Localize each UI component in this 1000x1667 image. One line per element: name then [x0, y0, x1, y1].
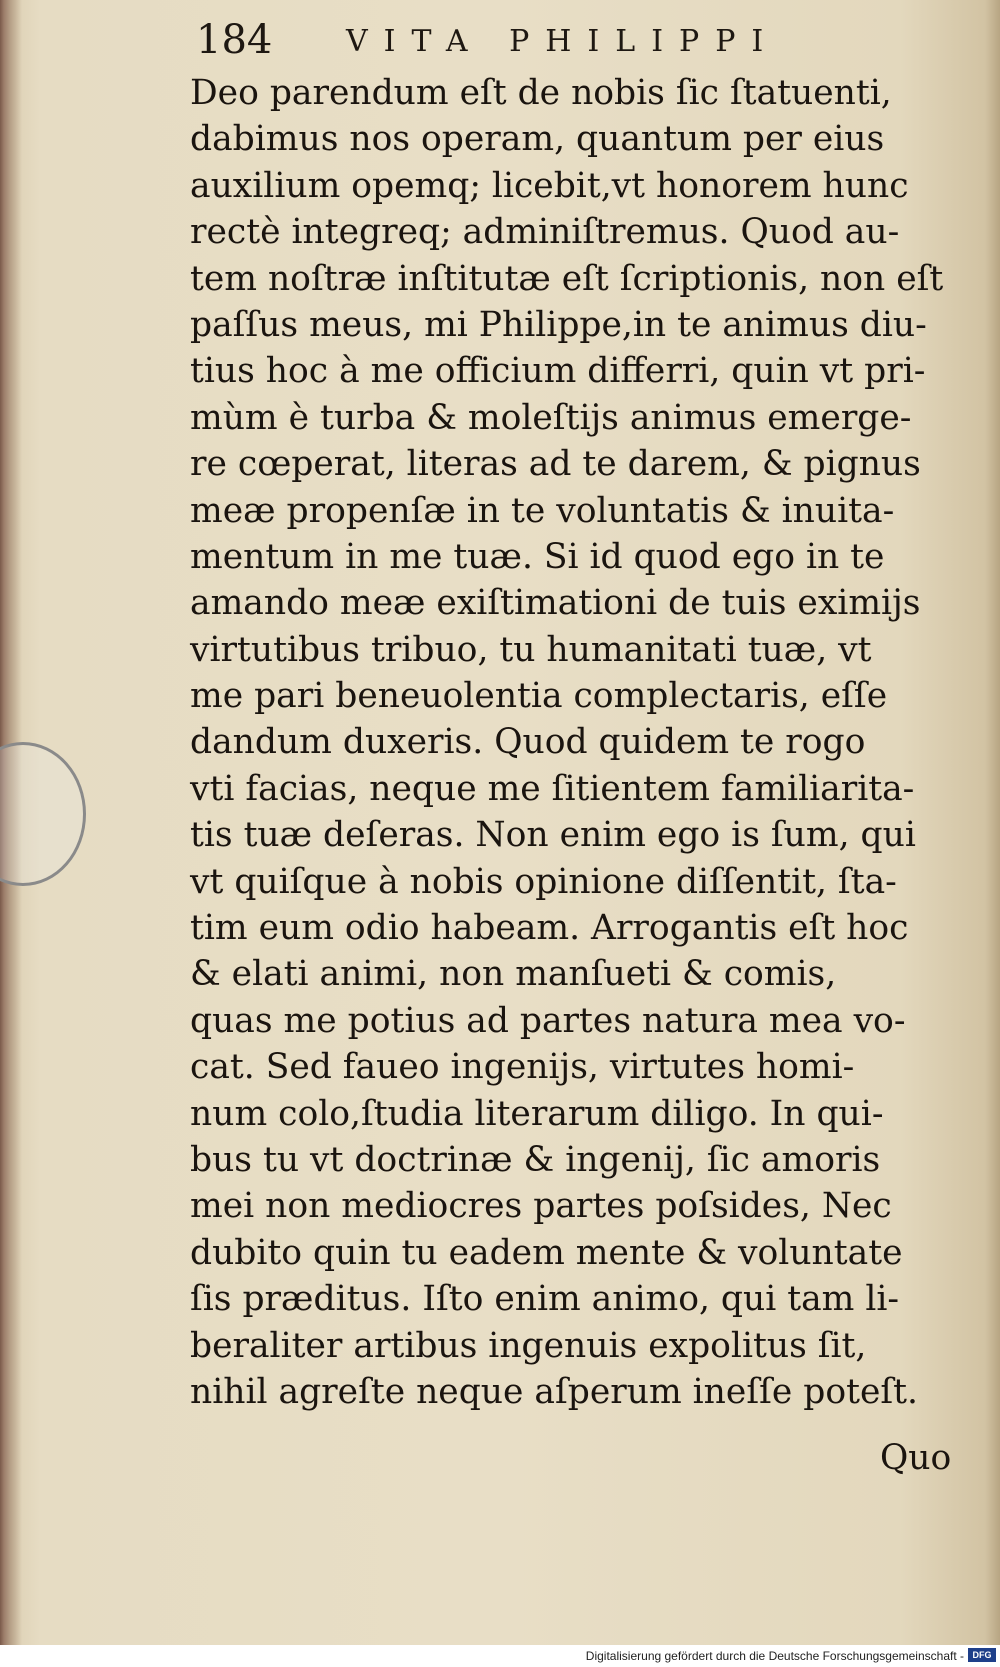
text-line: mei non mediocres partes poſsides, Nec — [190, 1186, 892, 1227]
text-line: quas me potius ad partes natura mea vo- — [190, 1000, 906, 1041]
page-number: 184 — [196, 17, 273, 63]
text-line: vt quiſque à nobis opinione diſſentit, ſta- — [190, 861, 897, 902]
text-line: me pari beneuolentia complectaris, eſſe — [190, 676, 888, 717]
dfg-logo: DFG — [968, 1648, 996, 1662]
text-line: amando meæ exiſtimationi de tuis eximijs — [190, 583, 921, 624]
text-line: meæ propenſæ in te voluntatis & inuita- — [190, 490, 895, 531]
text-line: Deo parendum eſt de nobis ſic ſtatuenti, — [190, 73, 892, 113]
text-line: dandum duxeris. Quod quidem te rogo — [190, 722, 866, 763]
text-line: nihil agreſte neque aſperum ineſſe poteſt. — [190, 1371, 918, 1412]
text-line: & elati animi, non manſueti & comis, — [190, 954, 837, 995]
page-tab-shadow — [0, 742, 86, 886]
text-line: tem noſtræ inſtitutæ eſt ſcriptionis, non eſt — [190, 258, 944, 299]
text-line: tius hoc à me officium differri, quin vt pri- — [190, 351, 926, 392]
text-line: mentum in me tuæ. Si id quod ego in te — [190, 536, 885, 577]
text-line: cat. Sed faueo ingenijs, virtutes homi- — [190, 1047, 855, 1088]
text-line: virtutibus tribuo, tu humanitati tuæ, vt — [190, 629, 872, 670]
text-line: mùm è turba & moleſtijs animus emerge- — [190, 397, 912, 438]
text-line: dubito quin tu eadem mente & voluntate — [190, 1232, 903, 1273]
text-line: bus tu vt doctrinæ & ingenij, ſic amoris — [190, 1139, 881, 1180]
running-title: VITA PHILIPPI — [346, 24, 780, 59]
funding-credit: Digitalisierung gefördert durch die Deutsche Forschungsgemeinschaft - — [585, 1649, 964, 1663]
page-header — [196, 14, 886, 66]
text-line: tis tuæ deſeras. Non enim ego is ſum, qui — [190, 815, 916, 856]
text-line: num colo,ſtudia literarum diligo. In qui- — [190, 1093, 884, 1134]
text-line: auxilium opemq; licebit,vt honorem hunc — [190, 165, 909, 206]
text-line: paſſus meus, mi Philippe,in te animus diu- — [190, 304, 927, 345]
digitization-footer — [0, 1645, 1000, 1667]
text-line: rectè integreq; adminiſtremus. Quod au- — [190, 212, 900, 253]
text-line: vti facias, neque me ſitientem familiarita- — [190, 768, 915, 809]
text-line: re cœperat, literas ad te darem, & pignus — [190, 444, 921, 485]
text-line: beraliter artibus ingenuis expolitus ſit, — [190, 1325, 867, 1366]
text-line: dabimus nos operam, quantum per eius — [190, 119, 885, 160]
catchword: Quo — [880, 1438, 952, 1478]
body-text — [190, 70, 950, 1415]
text-line: ſis præditus. Iſto enim animo, qui tam li- — [190, 1279, 900, 1320]
text-line: tim eum odio habeam. Arrogantis eſt hoc — [190, 908, 909, 949]
